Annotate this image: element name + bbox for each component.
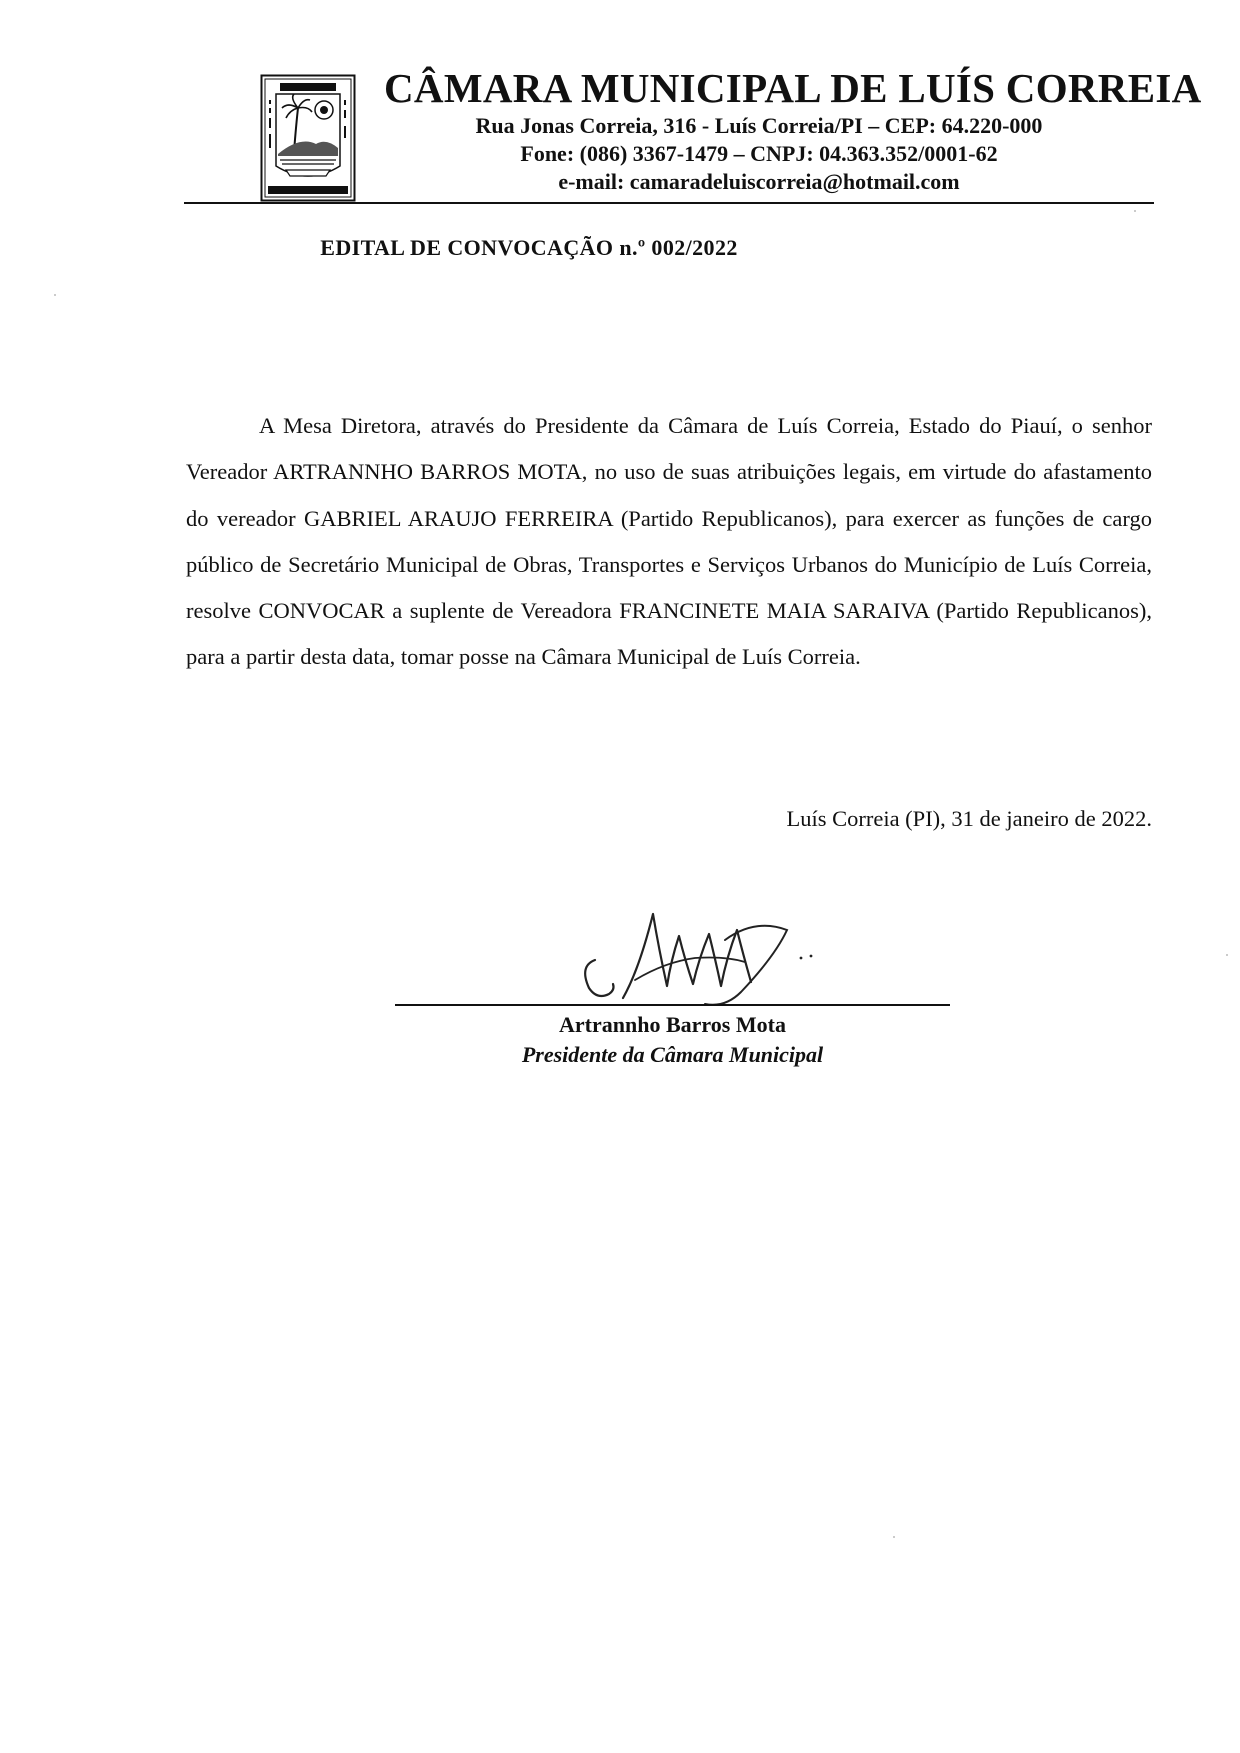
crest-emblem-icon: [260, 74, 356, 202]
organization-email: e-mail: camaradeluiscorreia@hotmail.com: [558, 169, 960, 194]
signature-scribble-icon: [575, 900, 845, 1015]
document-body-paragraph: A Mesa Diretora, através do Presidente da Câmara de Luís Correia, Estado do Piauí, o senhor Vereador ARTRANNHO BARROS MOTA, no uso de suas atribuições legais, em virtude do afastamento do vereador GABRIEL ARAUJO FERREIRA (Partido Republicanos), para exercer as funções de cargo público de Secretário Municipal de Obras, Transportes e Serviços Urbanos do Município de Luís Correia, resolve CONVOCAR a suplente de Vereadora FRANCINETE MAIA SARAIVA (Partido Republicanos), para a partir desta data, tomar posse na Câmara Municipal de Luís Correia.: [186, 413, 1152, 670]
signer-role: Presidente da Câmara Municipal: [521, 1042, 824, 1067]
place-and-date: Luís Correia (PI), 31 de janeiro de 2022.: [786, 806, 1152, 831]
organization-phone-cnpj: Fone: (086) 3367-1479 – CNPJ: 04.363.352/0001-62: [520, 141, 998, 166]
scan-speck: [54, 294, 56, 296]
organization-name: CÂMARA MUNICIPAL DE LUÍS CORREIA: [384, 65, 1202, 111]
document-title: EDITAL DE CONVOCAÇÃO n.º 002/2022: [320, 235, 738, 260]
header-divider: [184, 202, 1154, 204]
handwritten-signature: [575, 900, 845, 1015]
scan-speck: [1226, 954, 1228, 956]
municipal-crest-logo: [260, 74, 356, 202]
organization-address: Rua Jonas Correia, 316 - Luís Correia/PI – CEP: 64.220-000: [475, 113, 1043, 138]
signature-line: [395, 1004, 950, 1006]
scan-speck: [893, 1536, 895, 1538]
letterhead: [184, 64, 1202, 204]
scan-speck: [1134, 210, 1136, 212]
signer-name: Artrannho Barros Mota: [559, 1012, 786, 1037]
